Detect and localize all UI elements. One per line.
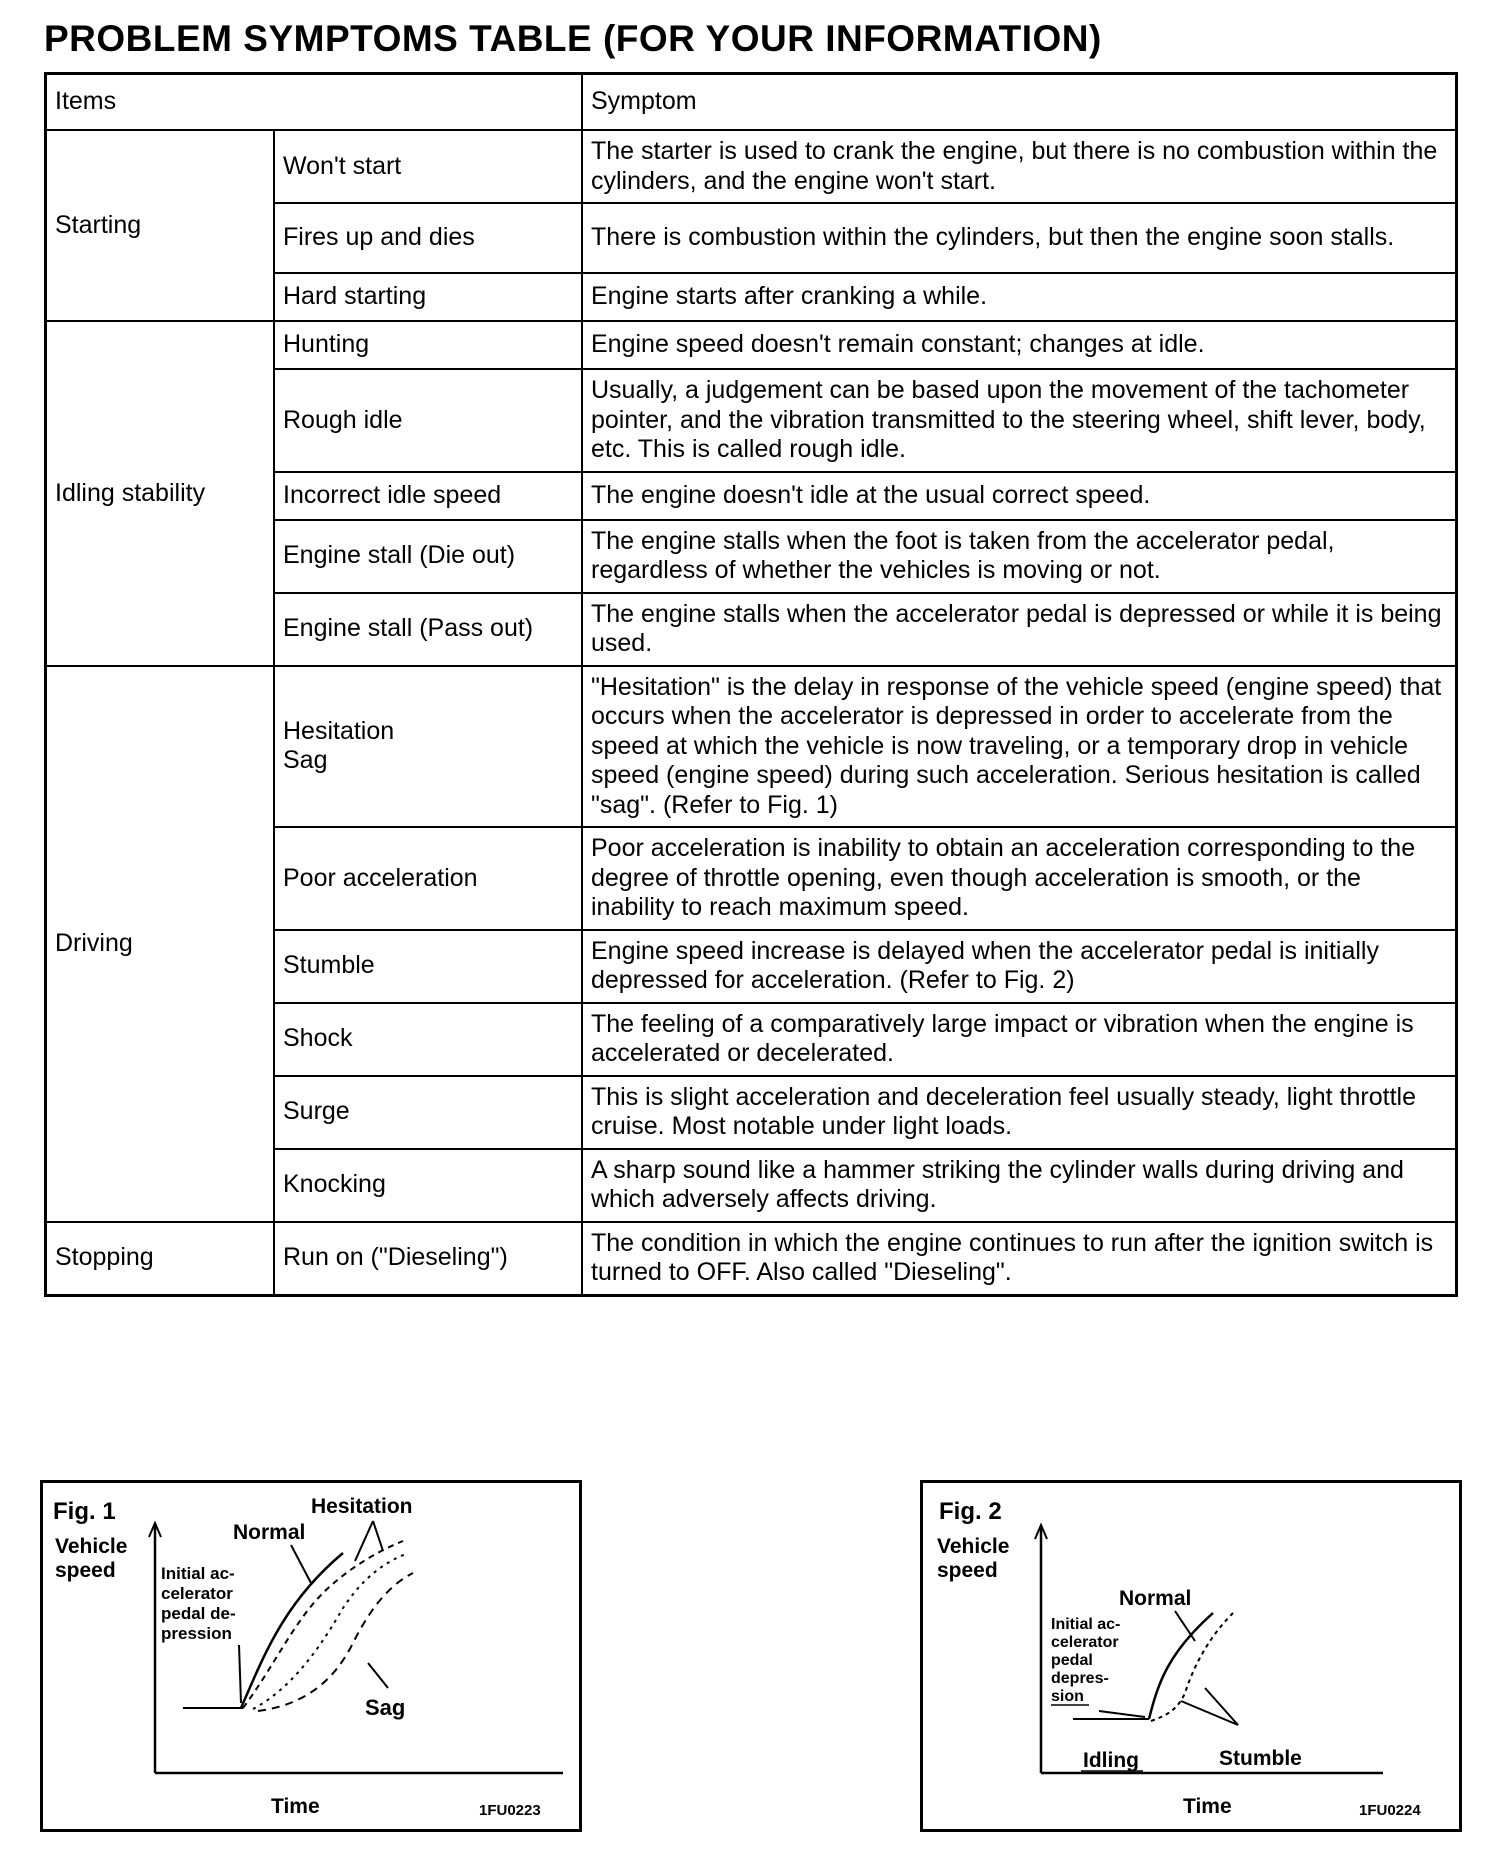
fig1-ylabel-line2: speed <box>55 1559 116 1582</box>
fig2-label: Fig. 2 <box>939 1498 1002 1525</box>
fig2-xlabel: Time <box>1183 1795 1232 1818</box>
fig2-initial-line3: pedal <box>1051 1652 1093 1669</box>
symptom-cell: The engine stalls when the foot is taken from the accelerator pedal, regardless of whether the vehicles is moving or not. <box>582 520 1457 593</box>
item-cell: Rough idle <box>274 369 582 472</box>
category-cell: Starting <box>46 130 275 321</box>
fig1-initial-line2: celerator <box>161 1584 233 1603</box>
symptom-cell: The feeling of a comparatively large impact or vibration when the engine is accelerated or decelerated. <box>582 1003 1457 1076</box>
table-header-row <box>46 74 1457 131</box>
item-cell: Knocking <box>274 1149 582 1222</box>
item-cell: Hard starting <box>274 273 582 321</box>
fig1-sag-label: Sag <box>365 1695 406 1720</box>
category-cell: Stopping <box>46 1222 275 1296</box>
item-cell: Engine stall (Pass out) <box>274 593 582 666</box>
fig2-initial-pointer <box>1099 1711 1145 1717</box>
table-row <box>46 321 1457 369</box>
fig2-idling-label: Idling <box>1083 1749 1139 1772</box>
fig1-ylabel-line1: Vehicle <box>55 1535 128 1558</box>
problem-symptoms-table <box>44 72 1458 1297</box>
fig1-normal-label: Normal <box>233 1521 306 1544</box>
fig2-normal-label: Normal <box>1119 1587 1192 1610</box>
fig1-code: 1FU0223 <box>479 1802 541 1819</box>
table-row <box>46 130 1457 203</box>
item-cell: Run on ("Dieseling") <box>274 1222 582 1296</box>
fig1-normal-pointer <box>291 1545 311 1583</box>
page-title: PROBLEM SYMPTOMS TABLE (FOR YOUR INFORMATION) <box>44 18 1102 59</box>
fig1-label: Fig. 1 <box>53 1498 116 1525</box>
fig2-initial-line2: celerator <box>1051 1634 1119 1651</box>
fig2-code: 1FU0224 <box>1359 1802 1421 1819</box>
symptom-cell: Engine speed increase is delayed when the accelerator pedal is initially depressed for acceleration. (Refer to Fig. 2) <box>582 930 1457 1003</box>
symptom-cell: This is slight acceleration and deceleration feel usually steady, light throttle cruise. Most notable under light loads. <box>582 1076 1457 1149</box>
category-cell: Idling stability <box>46 321 275 666</box>
fig1-hesitation-pointer-1 <box>355 1521 373 1561</box>
table-row <box>46 666 1457 828</box>
fig1-xlabel: Time <box>271 1795 320 1818</box>
symptom-cell: Poor acceleration is inability to obtain an acceleration corresponding to the degree of throttle opening, even though acceleration is smooth, or the inability to reach maximum speed. <box>582 827 1457 930</box>
category-cell: Driving <box>46 666 275 1222</box>
fig2-ylabel-line2: speed <box>937 1559 998 1582</box>
figure-1-diagram <box>43 1483 579 1829</box>
item-cell: Surge <box>274 1076 582 1149</box>
symptom-cell: Engine speed doesn't remain constant; changes at idle. <box>582 321 1457 369</box>
fig1-initial-pointer <box>239 1645 241 1703</box>
fig2-stumble-pointer-2 <box>1181 1701 1238 1725</box>
fig1-normal-curve <box>241 1553 343 1708</box>
item-cell: Incorrect idle speed <box>274 472 582 520</box>
fig2-normal-curve <box>1149 1613 1213 1719</box>
fig1-initial-line1: Initial ac- <box>161 1564 235 1583</box>
item-cell: Shock <box>274 1003 582 1076</box>
fig2-normal-pointer <box>1175 1611 1195 1641</box>
symptom-cell: The engine stalls when the accelerator pedal is depressed or while it is being used. <box>582 593 1457 666</box>
symptom-cell: The condition in which the engine continues to run after the ignition switch is turned to OFF. Also called "Dieseling". <box>582 1222 1457 1296</box>
fig2-initial-line1: Initial ac- <box>1051 1616 1121 1633</box>
symptom-cell: A sharp sound like a hammer striking the cylinder walls during driving and which adversely affects driving. <box>582 1149 1457 1222</box>
symptom-cell: "Hesitation" is the delay in response of the vehicle speed (engine speed) that occurs when the accelerator is depressed in order to accelerate from the speed at which the vehicle is now traveling, or a temporary drop in vehicle speed (engine speed) during such acceleration. Serious hesitation is called "sag". (Refer to Fig. 1) <box>582 666 1457 828</box>
item-cell: Fires up and dies <box>274 203 582 273</box>
fig2-stumble-pointer-1 <box>1205 1688 1238 1725</box>
item-cell: Hunting <box>274 321 582 369</box>
symptom-cell: Usually, a judgement can be based upon the movement of the tachometer pointer, and the vibration transmitted to the steering wheel, shift lever, body, etc. This is called rough idle. <box>582 369 1457 472</box>
header-items: Items <box>46 74 583 131</box>
symptom-cell: The engine doesn't idle at the usual correct speed. <box>582 472 1457 520</box>
fig2-initial-line5: sion <box>1051 1688 1084 1705</box>
fig1-sag-pointer <box>368 1663 388 1688</box>
item-cell: Stumble <box>274 930 582 1003</box>
fig1-hesitation-pointer-2 <box>373 1521 383 1551</box>
fig1-initial-line3: pedal de- <box>161 1604 236 1623</box>
item-cell: Poor acceleration <box>274 827 582 930</box>
fig2-stumble-label: Stumble <box>1219 1747 1302 1770</box>
item-cell: Hesitation Sag <box>274 666 582 828</box>
symptom-cell: The starter is used to crank the engine, but there is no combustion within the cylinders, and the engine won't start. <box>582 130 1457 203</box>
table-body <box>46 74 1457 1296</box>
header-symptom: Symptom <box>582 74 1457 131</box>
symptom-cell: There is combustion within the cylinders, but then the engine soon stalls. <box>582 203 1457 273</box>
fig2-initial-line4: depres- <box>1051 1670 1109 1687</box>
fig1-initial-line4: pression <box>161 1624 232 1643</box>
symptom-cell: Engine starts after cranking a while. <box>582 273 1457 321</box>
fig2-ylabel-line1: Vehicle <box>937 1535 1010 1558</box>
item-cell: Engine stall (Die out) <box>274 520 582 593</box>
figure-2 <box>920 1480 1462 1832</box>
table-row <box>46 1222 1457 1296</box>
item-cell: Won't start <box>274 130 582 203</box>
figure-2-diagram <box>923 1483 1459 1829</box>
figure-1 <box>40 1480 582 1832</box>
fig1-hesitation-label: Hesitation <box>311 1495 413 1518</box>
